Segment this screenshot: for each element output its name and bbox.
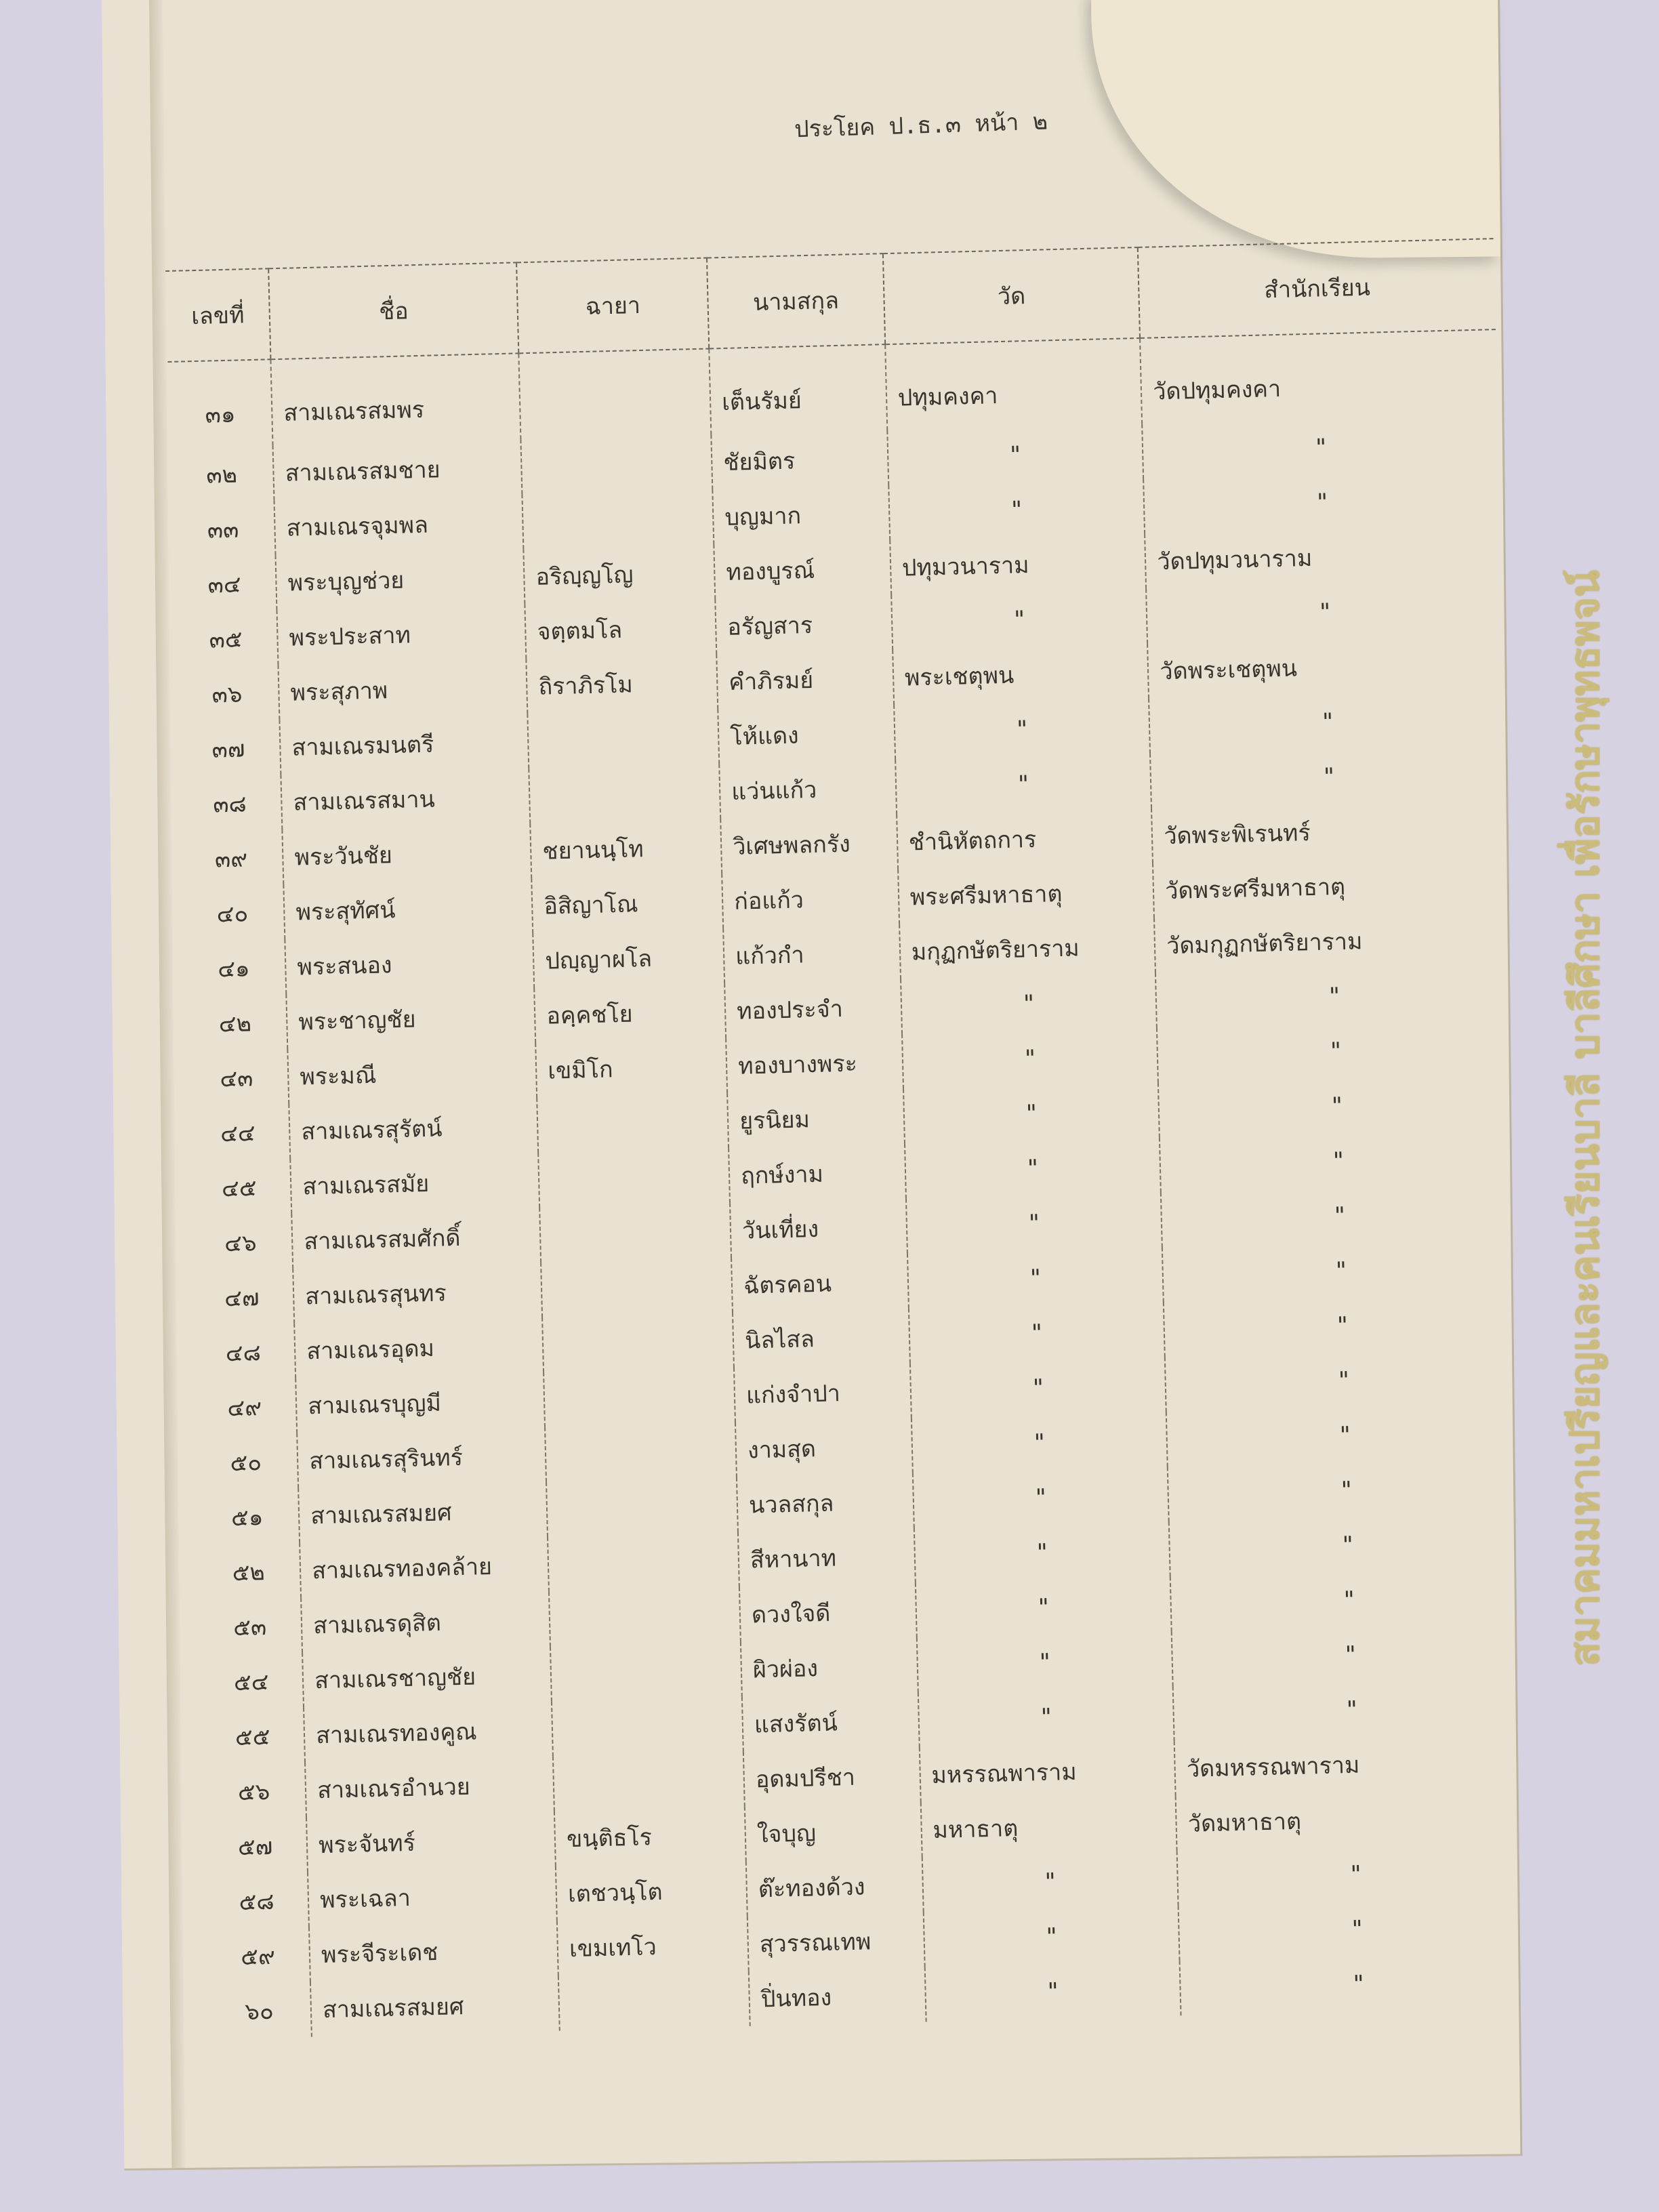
row-school: " bbox=[1179, 1897, 1535, 1961]
row-surname: วิเศษพลกรัง bbox=[720, 815, 898, 874]
row-name: สามเณรบุญมี bbox=[295, 1372, 545, 1433]
row-wat: มหาธาตุ bbox=[920, 1796, 1177, 1857]
row-ordination-name bbox=[553, 1752, 745, 1811]
row-school: " bbox=[1165, 1349, 1521, 1412]
row-ordination-name bbox=[548, 1532, 739, 1592]
row-school: วัดมกุฏกษัตริยาราม bbox=[1154, 909, 1511, 973]
row-surname: สุวรรณเทพ bbox=[747, 1912, 925, 1971]
row-name: สามเณรสมพร bbox=[271, 353, 521, 445]
row-number: ๕๑ bbox=[230, 1503, 264, 1532]
row-name: สามเณรสมาน bbox=[281, 769, 531, 830]
row-surname: นวลสกุล bbox=[737, 1473, 914, 1532]
row-school: " bbox=[1166, 1404, 1523, 1467]
row-name: พระมณี bbox=[287, 1043, 537, 1104]
row-wat: " bbox=[895, 754, 1152, 815]
row-number: ๓๓ bbox=[207, 516, 239, 544]
row-school: วัดปทุมวนาราม bbox=[1145, 525, 1502, 589]
row-surname: งามสุด bbox=[735, 1418, 913, 1477]
row-ordination-name: ถิราภิรโม bbox=[527, 654, 718, 714]
row-number: ๕๗ bbox=[237, 1832, 273, 1861]
row-number: ๔๗ bbox=[224, 1284, 260, 1312]
header-name: ชื่อ bbox=[268, 262, 518, 359]
row-name: สามเณรสุรินทร์ bbox=[297, 1427, 546, 1488]
row-name: พระบุญช่วย bbox=[276, 549, 525, 610]
row-name: สามเณรจุมพล bbox=[274, 494, 524, 555]
row-number: ๓๑ bbox=[205, 401, 236, 429]
row-number: ๔๘ bbox=[225, 1338, 262, 1367]
row-name: สามเณรสมชาย bbox=[273, 439, 523, 500]
row-name: สามเณรอุดม bbox=[294, 1317, 544, 1378]
row-surname: ดวงใจดี bbox=[739, 1583, 917, 1642]
row-ordination-name bbox=[539, 1203, 731, 1263]
row-number: ๓๗ bbox=[211, 735, 245, 764]
row-wat: " bbox=[917, 1631, 1174, 1692]
row-number: ๕๔ bbox=[233, 1668, 269, 1696]
row-wat: มกุฏกษัตริยาราม bbox=[899, 918, 1156, 979]
row-number: ๔๒ bbox=[218, 1009, 252, 1038]
row-school: " bbox=[1177, 1842, 1534, 1906]
row-ordination-name: จตฺตมโล bbox=[525, 599, 717, 659]
row-wat: " bbox=[888, 479, 1145, 540]
row-school: " bbox=[1143, 415, 1499, 479]
row-school: " bbox=[1155, 964, 1512, 1028]
row-surname: ต๊ะทองด้วง bbox=[746, 1857, 924, 1916]
row-surname: คำภิรมย์ bbox=[716, 650, 894, 709]
row-surname: ใจบุญ bbox=[745, 1802, 922, 1861]
row-name: สามเณรสมศักดิ์ bbox=[291, 1208, 541, 1269]
row-ordination-name bbox=[546, 1477, 738, 1537]
row-number: ๕๓ bbox=[232, 1613, 267, 1641]
row-surname: ฉัตรคอน bbox=[731, 1254, 909, 1313]
row-name: สามเณรมนตรี bbox=[280, 714, 529, 775]
row-school: " bbox=[1170, 1568, 1527, 1632]
row-wat: " bbox=[918, 1686, 1175, 1747]
row-number: ๔๑ bbox=[217, 954, 251, 983]
header-surname: นามสกุล bbox=[707, 253, 885, 348]
row-name: พระสุทัศน์ bbox=[284, 878, 533, 939]
row-wat: " bbox=[891, 589, 1148, 650]
row-name: พระสุภาพ bbox=[279, 659, 528, 720]
row-school: " bbox=[1173, 1678, 1530, 1742]
row-name: สามเณรดุสิต bbox=[301, 1592, 550, 1653]
row-wat: " bbox=[902, 1028, 1159, 1089]
row-number: ๓๖ bbox=[211, 680, 243, 709]
row-surname: วันเที่ยง bbox=[730, 1199, 907, 1258]
table-body bbox=[167, 329, 1536, 2039]
row-school: " bbox=[1168, 1458, 1524, 1522]
row-number: ๔๔ bbox=[220, 1119, 256, 1147]
row-surname: อุดมปรีชา bbox=[743, 1748, 921, 1807]
row-name: สามเณรสุนทร bbox=[293, 1263, 542, 1324]
row-surname: นิลไสล bbox=[733, 1309, 910, 1368]
row-number: ๔๙ bbox=[226, 1393, 262, 1422]
row-wat: ชำนิหัตถการ bbox=[897, 808, 1153, 869]
row-surname: ฤกษ์งาม bbox=[729, 1144, 906, 1203]
row-name: พระจันทร์ bbox=[306, 1811, 556, 1872]
row-surname: โห้แดง bbox=[718, 705, 895, 764]
row-name: พระชาญชัย bbox=[286, 988, 535, 1049]
row-wat: " bbox=[914, 1521, 1171, 1582]
row-name: พระเฉลา bbox=[308, 1866, 557, 1927]
row-surname: ทองประจำ bbox=[724, 979, 902, 1038]
row-ordination-name bbox=[558, 1971, 750, 2031]
row-school: " bbox=[1162, 1239, 1519, 1303]
row-surname: ชัยมิตร bbox=[711, 430, 888, 489]
row-number: ๔๕ bbox=[221, 1174, 258, 1202]
row-name: สามเณรทองคล้าย bbox=[300, 1537, 549, 1598]
row-wat: " bbox=[906, 1193, 1163, 1254]
row-ordination-name bbox=[519, 348, 712, 439]
row-name: พระสนอง bbox=[285, 933, 535, 994]
row-school: " bbox=[1146, 580, 1502, 644]
row-wat: " bbox=[922, 1851, 1179, 1912]
row-name: สามเณรสุรัตน์ bbox=[289, 1098, 538, 1159]
row-ordination-name: ชยานนฺโท bbox=[530, 819, 722, 878]
row-ordination-name bbox=[550, 1642, 742, 1702]
header-no: เลขที่ bbox=[165, 268, 270, 362]
row-surname: ยูรนิยม bbox=[727, 1089, 905, 1148]
row-school: วัดพระพิเรนทร์ bbox=[1151, 800, 1508, 863]
row-wat: " bbox=[924, 1961, 1181, 2022]
row-number: ๕๙ bbox=[240, 1942, 276, 1971]
row-number: ๔๐ bbox=[216, 899, 249, 928]
row-school: " bbox=[1144, 470, 1500, 534]
row-ordination-name bbox=[528, 709, 720, 769]
document-page bbox=[102, 0, 1522, 2171]
header-ordination-name: ฉายา bbox=[516, 258, 709, 354]
row-surname: ปิ่นทอง bbox=[749, 1967, 926, 2026]
row-school: " bbox=[1180, 1952, 1536, 2015]
row-school: " bbox=[1150, 745, 1507, 808]
row-surname: ทองบูรณ์ bbox=[714, 540, 891, 599]
row-surname: เต็นรัมย์ bbox=[709, 344, 887, 434]
row-surname: อรัญสาร bbox=[715, 595, 893, 654]
row-surname: บุญมาก bbox=[712, 485, 890, 544]
row-number: ๓๕ bbox=[209, 625, 243, 654]
row-school: " bbox=[1172, 1623, 1528, 1687]
watermark bbox=[1544, 441, 1625, 1796]
row-surname: แสงรัตน์ bbox=[742, 1693, 920, 1752]
header-school: สำนักเรียน bbox=[1138, 239, 1496, 338]
row-surname: แว่นแก้ว bbox=[719, 760, 897, 819]
row-name: พระประสาท bbox=[277, 604, 527, 665]
row-school: วัดมหาธาตุ bbox=[1176, 1787, 1532, 1851]
row-wat: " bbox=[916, 1576, 1172, 1637]
row-school: " bbox=[1160, 1129, 1516, 1193]
row-ordination-name: อริญฺญโญ bbox=[524, 544, 716, 604]
row-wat: " bbox=[903, 1083, 1160, 1144]
row-number: ๕๒ bbox=[232, 1558, 266, 1586]
row-wat: พระศรีมหาธาตุ bbox=[898, 863, 1155, 924]
row-name: สามเณรสมยศ bbox=[298, 1482, 548, 1543]
row-ordination-name: ปญฺญาผโล bbox=[533, 928, 724, 988]
row-name: พระวันชัย bbox=[283, 823, 532, 884]
page-title: ประโยค ป.ธ.๓ หน้า ๒ bbox=[794, 108, 1048, 144]
row-wat: " bbox=[894, 699, 1151, 760]
row-number: ๕๘ bbox=[239, 1887, 275, 1916]
row-surname: แก้วกำ bbox=[723, 924, 901, 983]
row-name: พระจีระเดช bbox=[309, 1921, 558, 1982]
next-page-curl bbox=[1091, 0, 1500, 261]
row-ordination-name bbox=[552, 1697, 743, 1757]
row-ordination-name bbox=[549, 1587, 741, 1647]
row-number: ๖๐ bbox=[244, 1997, 274, 2026]
row-surname: ก่อแก้ว bbox=[722, 869, 899, 928]
row-surname: ผิวผ่อง bbox=[741, 1638, 918, 1697]
row-school: วัดมหรรณพาราม bbox=[1174, 1732, 1531, 1796]
row-ordination-name: เขมิโก bbox=[535, 1038, 727, 1098]
row-ordination-name bbox=[529, 764, 720, 823]
row-name: สามเณรสมัย bbox=[290, 1153, 539, 1214]
row-school: วัดปทุมคงคา bbox=[1140, 329, 1498, 424]
row-number: ๔๖ bbox=[224, 1229, 257, 1257]
row-name: สามเณรสมยศ bbox=[310, 1976, 560, 2037]
row-number: ๓๔ bbox=[207, 570, 242, 599]
row-school: " bbox=[1158, 1074, 1515, 1138]
row-wat: ปทุมวนาราม bbox=[890, 534, 1147, 595]
row-school: " bbox=[1164, 1294, 1520, 1357]
row-name: สามเณรทองคูณ bbox=[304, 1702, 553, 1763]
row-school: " bbox=[1157, 1019, 1513, 1083]
row-wat: " bbox=[887, 424, 1144, 485]
results-table bbox=[165, 238, 1536, 2039]
row-ordination-name bbox=[541, 1258, 733, 1317]
row-surname: ทองบางพระ bbox=[726, 1034, 903, 1093]
row-ordination-name: อิสิญาโณ bbox=[531, 874, 723, 933]
row-ordination-name bbox=[537, 1093, 729, 1153]
row-wat: " bbox=[909, 1303, 1166, 1364]
row-ordination-name bbox=[545, 1422, 737, 1482]
row-school: " bbox=[1169, 1513, 1525, 1577]
row-ordination-name bbox=[521, 434, 713, 494]
row-wat: " bbox=[901, 973, 1158, 1034]
row-ordination-name: เขมเทโว bbox=[557, 1917, 749, 1976]
row-wat: " bbox=[905, 1138, 1162, 1199]
row-wat: " bbox=[910, 1357, 1167, 1418]
row-school: วัดพระศรีมหาธาตุ bbox=[1153, 855, 1509, 918]
row-number: ๕๐ bbox=[230, 1448, 262, 1477]
row-school: " bbox=[1149, 690, 1505, 754]
row-wat: พระเชตุพน bbox=[893, 644, 1149, 705]
row-ordination-name bbox=[542, 1313, 734, 1372]
row-ordination-name bbox=[538, 1148, 730, 1208]
row-surname: สีหานาท bbox=[738, 1528, 916, 1587]
row-wat: " bbox=[913, 1467, 1170, 1528]
row-ordination-name: เตชวนฺโต bbox=[556, 1862, 747, 1921]
row-ordination-name: อคฺคชโย bbox=[534, 983, 726, 1043]
row-ordination-name bbox=[523, 489, 714, 549]
row-number: ๕๖ bbox=[237, 1778, 270, 1806]
row-number: ๓๒ bbox=[205, 461, 238, 489]
row-wat: " bbox=[912, 1412, 1168, 1473]
row-school: " bbox=[1161, 1184, 1517, 1248]
header-wat: วัด bbox=[883, 247, 1141, 344]
row-number: ๓๙ bbox=[214, 844, 248, 874]
row-ordination-name: ขนฺติธโร bbox=[554, 1807, 746, 1866]
row-number: ๓๘ bbox=[212, 790, 247, 819]
row-name: สามเณรอำนวย bbox=[305, 1757, 554, 1818]
row-wat: มหรรณพาราม bbox=[919, 1741, 1176, 1802]
row-surname: แก่งจำปา bbox=[734, 1364, 912, 1422]
row-ordination-name bbox=[544, 1368, 735, 1427]
row-wat: ปทุมคงคา bbox=[885, 338, 1143, 430]
row-number: ๕๕ bbox=[234, 1723, 270, 1751]
row-number: ๔๓ bbox=[219, 1064, 253, 1092]
row-wat: " bbox=[923, 1906, 1180, 1967]
row-name: สามเณรชาญชัย bbox=[302, 1647, 552, 1708]
row-wat: " bbox=[907, 1248, 1164, 1309]
row-school: วัดพระเชตุพน bbox=[1147, 635, 1504, 699]
watermark-text: สมาคมมหาเปรียญและคนเรียนบาลี บาลีศึกษา เพื่อรักษาพุทธพจน์ bbox=[1561, 570, 1608, 1666]
